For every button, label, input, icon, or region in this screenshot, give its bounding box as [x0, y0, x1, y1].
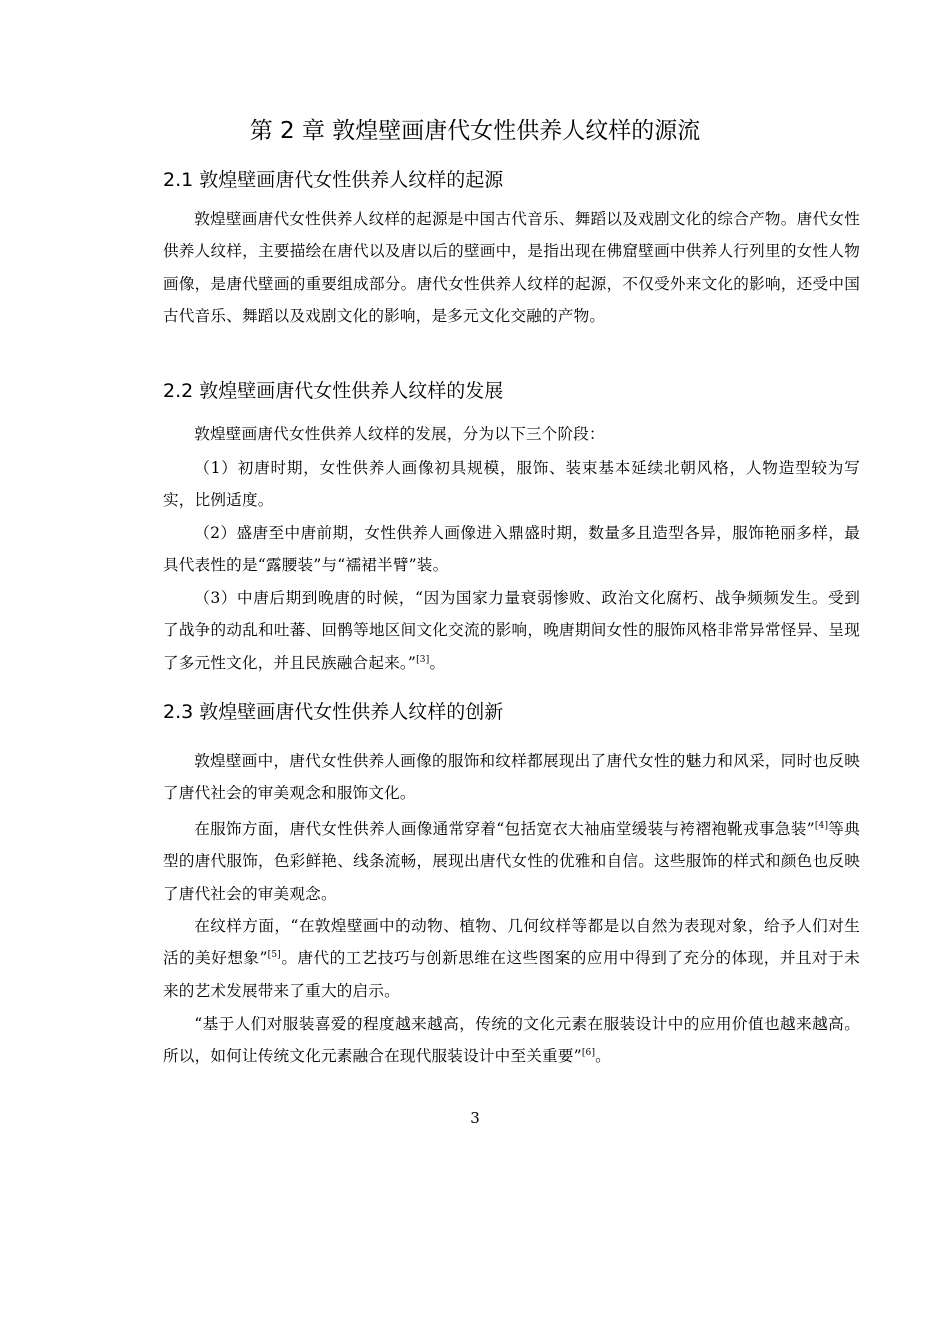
paragraph-text: 在纹样方面，“在敦煌壁画中的动物、植物、几何纹样等都是以自然为表现对象，给予人们对生活的美好想象”: [163, 917, 860, 968]
citation-6: [6]: [581, 1048, 596, 1059]
section-2-3-paragraph-2: [163, 813, 860, 910]
paragraph-text: （3）中唐后期到晚唐的时候，“因为国家力量衰弱惨败、政治文化腐朽、战争频频发生。受到了战争的动乱和吐蕃、回鹘等地区间文化交流的影响，晚唐期间女性的服饰风格非常异常怪异、呈现了多元性文化，并且民族融合起来。”: [163, 589, 860, 672]
paragraph-tail: 。: [429, 653, 446, 672]
section-2-1-paragraph: 敦煌壁画唐代女性供养人纹样的起源是中国古代音乐、舞蹈以及戏剧文化的综合产物。唐代女性供养人纹样，主要描绘在唐代以及唐以后的壁画中，是指出现在佛窟壁画中供养人行列里的女性人物画像，是唐代壁画的重要组成部分。唐代女性供养人纹样的起源，不仅受外来文化的影响，还受中国古代音乐、舞蹈以及戏剧文化的影响，是多元文化交融的产物。: [163, 210, 860, 326]
page-number: 3: [470, 1109, 480, 1127]
section-2-2-stage-3: [163, 582, 860, 679]
paragraph-text: “基于人们对服装喜爱的程度越来越高，传统的文化元素在服装设计中的应用价值也越来越高。所以，如何让传统文化元素融合在现代服装设计中至关重要”: [163, 1015, 860, 1066]
section-2-3-paragraph-3: [163, 910, 860, 1007]
citation-5: [5]: [267, 950, 282, 961]
section-2-2-intro: 敦煌壁画唐代女性供养人纹样的发展，分为以下三个阶段：: [194, 425, 605, 443]
paragraph-tail: 。: [595, 1047, 611, 1066]
section-2-3-paragraph-1: 敦煌壁画中，唐代女性供养人画像的服饰和纹样都展现出了唐代女性的魅力和风采，同时也反映了唐代社会的审美观念和服饰文化。: [163, 752, 860, 803]
paragraph-text: 在服饰方面，唐代女性供养人画像通常穿着“包括宽衣大袖庙堂缓装与袴褶袍靴戎事急装”: [194, 820, 815, 838]
paragraph-tail: 等典型的唐代服饰，色彩鲜艳、线条流畅，展现出唐代女性的优雅和自信。这些服饰的样式和颜色也反映了唐代社会的审美观念。: [163, 820, 860, 903]
section-2-3-paragraph-4: [163, 1008, 860, 1073]
citation-3: [3]: [416, 654, 430, 665]
section-2-2-stage-1: （1）初唐时期，女性供养人画像初具规模，服饰、装束基本延续北朝风格，人物造型较为写实，比例适度。: [163, 459, 860, 510]
section-heading-2-3: 2.3 敦煌壁画唐代女性供养人纹样的创新: [163, 701, 504, 723]
chapter-title: 第 2 章 敦煌壁画唐代女性供养人纹样的源流: [249, 118, 701, 144]
section-heading-2-1: 2.1 敦煌壁画唐代女性供养人纹样的起源: [163, 169, 504, 191]
section-heading-2-2: 2.2 敦煌壁画唐代女性供养人纹样的发展: [163, 380, 504, 402]
paragraph-tail: 。唐代的工艺技巧与创新思维在这些图案的应用中得到了充分的体现，并且对于未来的艺术发展带来了重大的启示。: [163, 949, 860, 1000]
citation-4: [4]: [814, 821, 829, 831]
section-2-2-stage-2: （2）盛唐至中唐前期，女性供养人画像进入鼎盛时期，数量多且造型各异，服饰艳丽多样，最具代表性的是“露腰装”与“襦裙半臂”装。: [163, 524, 860, 575]
